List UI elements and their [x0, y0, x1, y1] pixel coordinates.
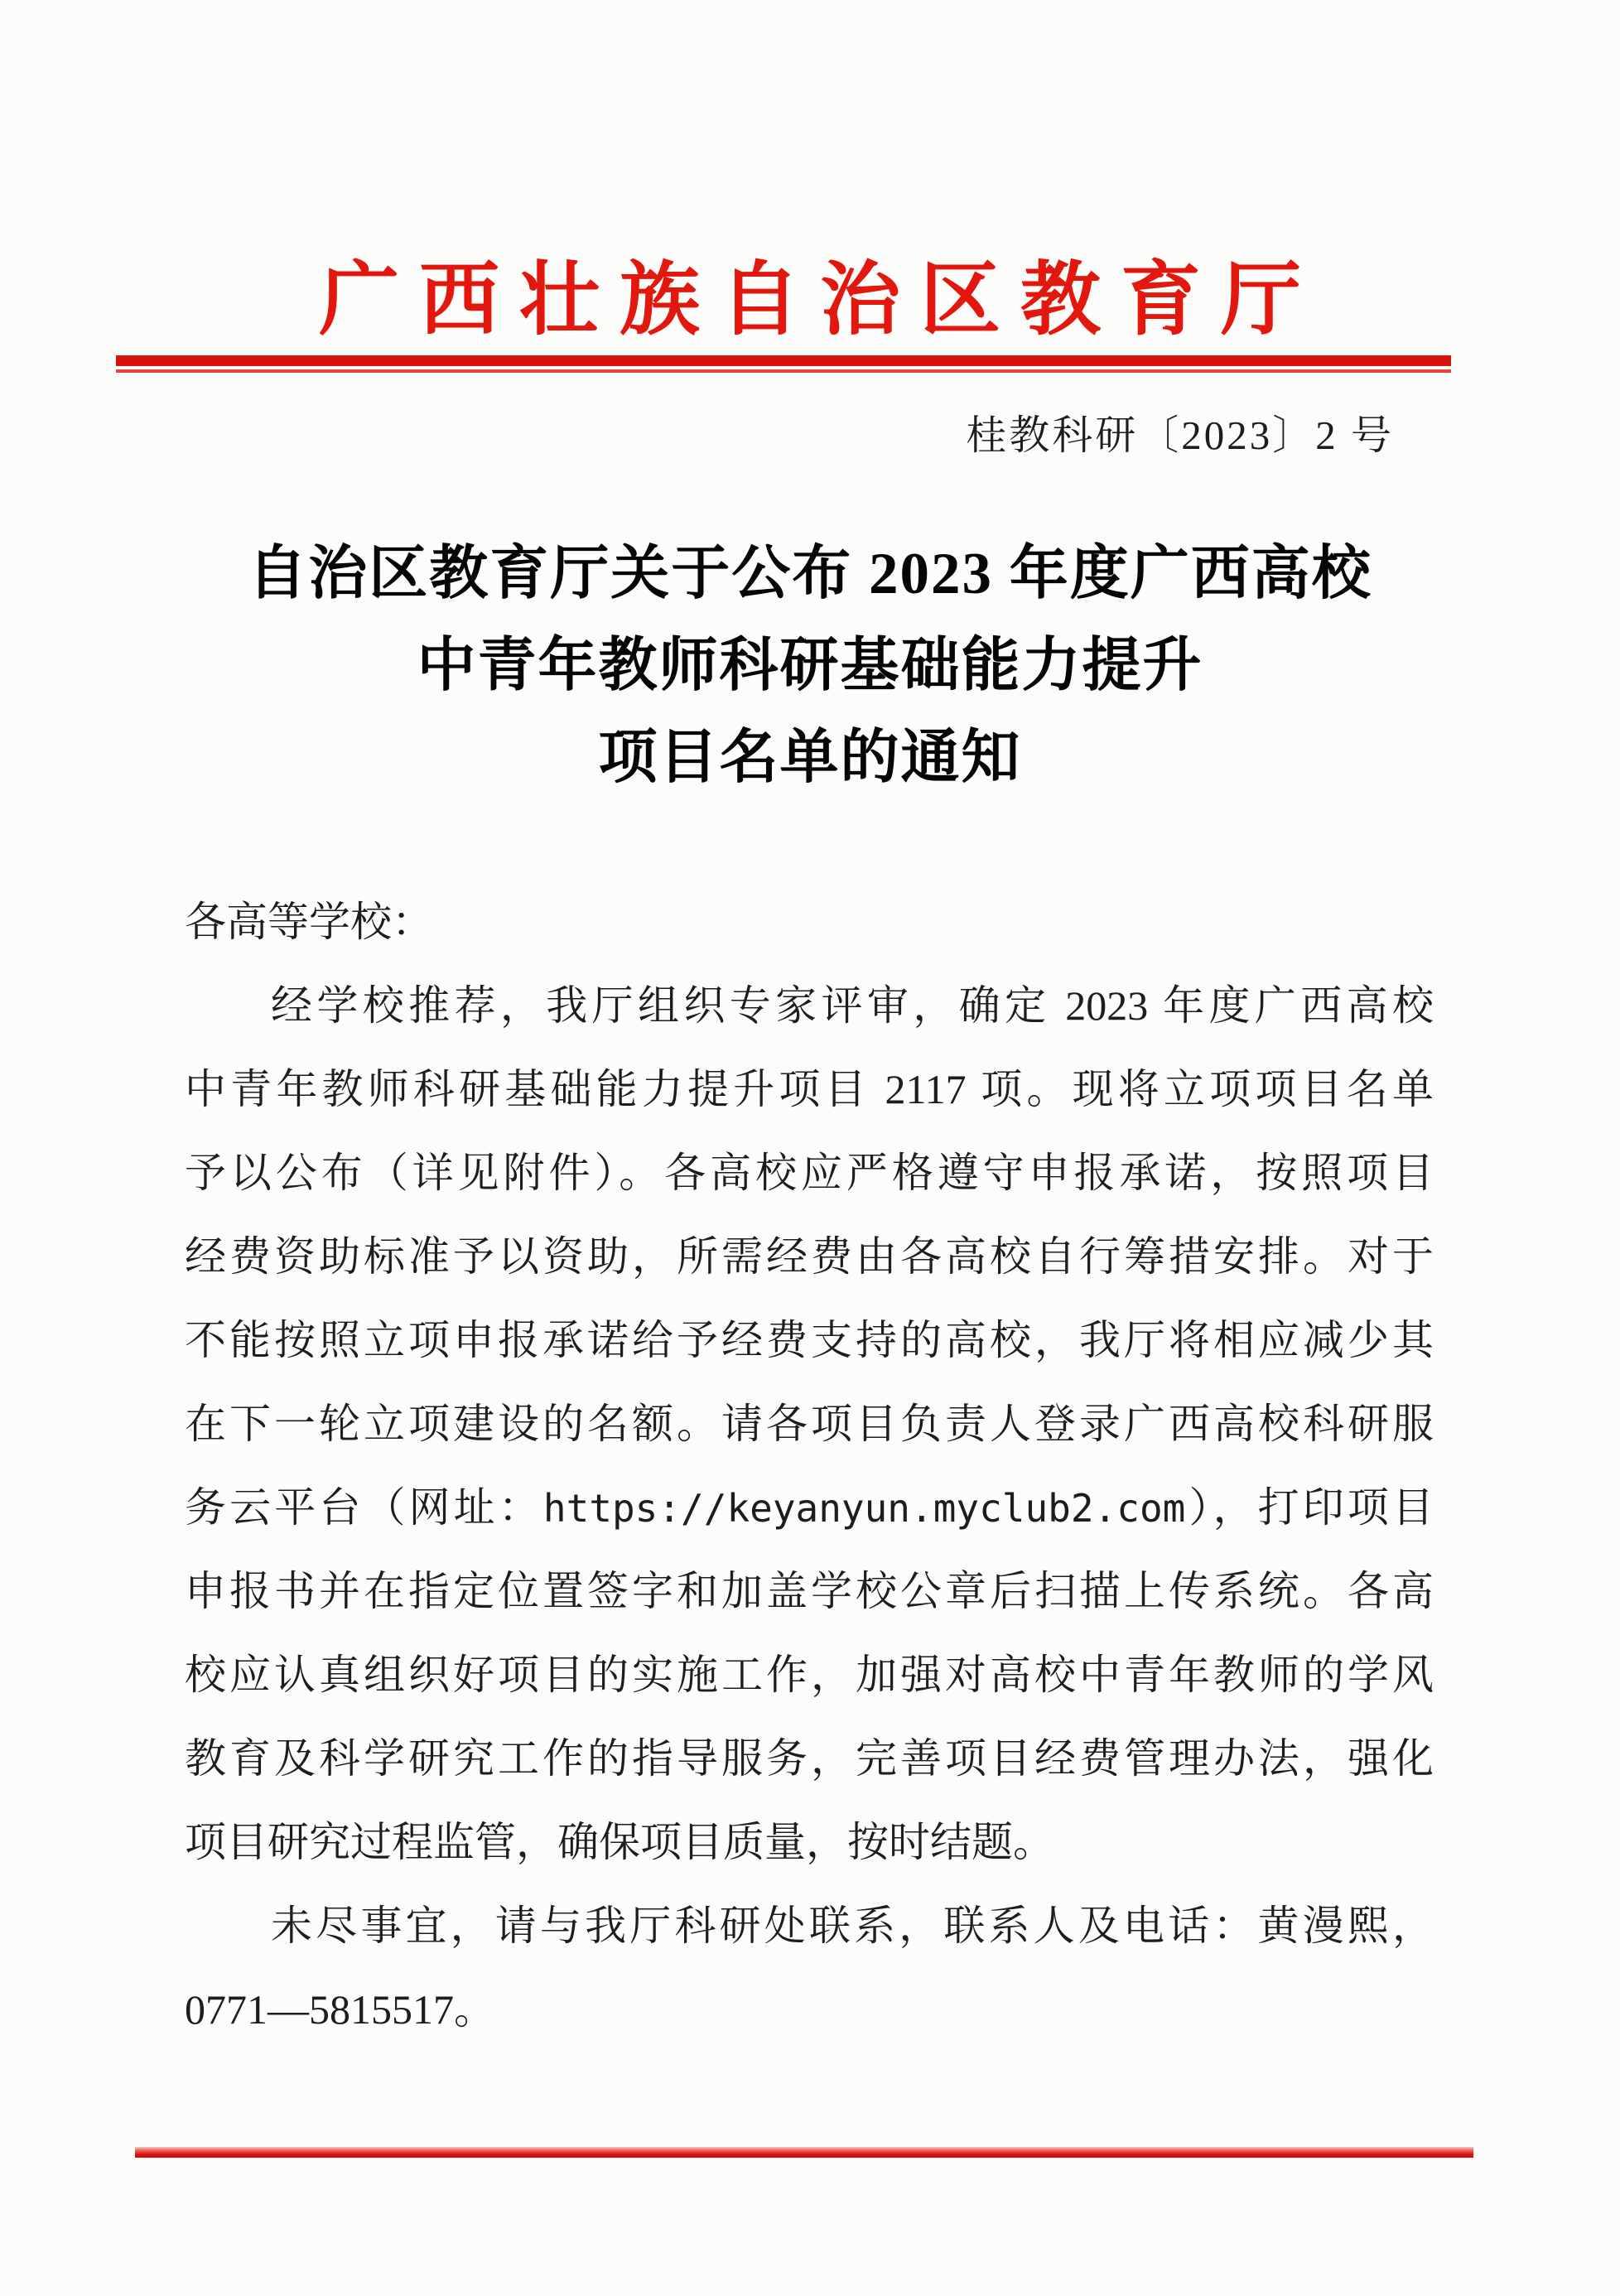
body-line: 申报书并在指定位置签字和加盖学校公章后扫描上传系统。各高	[185, 1568, 1434, 1614]
agency-name-header: 广西壮族自治区教育厅	[319, 256, 1321, 345]
header-divider-thin-line	[116, 369, 1451, 373]
title-line-1: 自治区教育厅关于公布 2023 年度广西高校	[248, 542, 1372, 606]
url-line-prefix: 务云平台（网址：	[185, 1484, 543, 1531]
body-line: 校应认真组织好项目的实施工作，加强对高校中青年教师的学风	[185, 1652, 1434, 1698]
platform-url-text: https://keyanyun.myclub2.com	[542, 1486, 1186, 1531]
body-line: 予以公布（详见附件）。各高校应严格遵守申报承诺，按照项目	[185, 1150, 1434, 1196]
header-divider	[116, 355, 1451, 373]
body-line: 经学校推荐，我厅组织专家评审，确定 2023 年度广西高校	[271, 982, 1434, 1029]
body-line: 未尽事宜，请与我厅科研处联系，联系人及电话：黄漫熙，	[271, 1903, 1434, 1949]
body-line: 项目研究过程监管，确保项目质量，按时结题。	[185, 1819, 1054, 1865]
contact-phone-line: 0771—5815517。	[185, 1986, 495, 2033]
header-divider-thick-line	[116, 355, 1451, 366]
body-line-with-url	[185, 1466, 1434, 1550]
body-line: 不能按照立项申报承诺给予经费支持的高校，我厅将相应减少其	[185, 1317, 1434, 1363]
body-line: 经费资助标准予以资助，所需经费由各高校自行筹措安排。对于	[185, 1233, 1434, 1280]
document-number: 桂教科研〔2023〕2 号	[966, 412, 1394, 458]
body-line: 教育及科学研究工作的指导服务，完善项目经费管理办法，强化	[185, 1735, 1434, 1782]
body-section	[185, 880, 1434, 2052]
title-line-3: 项目名单的通知	[598, 726, 1022, 790]
footer-divider-line	[135, 2147, 1473, 2158]
salutation-line: 各高等学校：	[185, 899, 433, 945]
url-line-suffix: ），打印项目	[1185, 1484, 1434, 1531]
body-line: 中青年教师科研基础能力提升项目 2117 项。现将立项项目名单	[185, 1066, 1434, 1112]
document-title	[0, 528, 1620, 804]
body-line: 在下一轮立项建设的名额。请各项目负责人登录广西高校科研服	[185, 1401, 1434, 1447]
title-line-2: 中青年教师科研基础能力提升	[417, 634, 1203, 698]
